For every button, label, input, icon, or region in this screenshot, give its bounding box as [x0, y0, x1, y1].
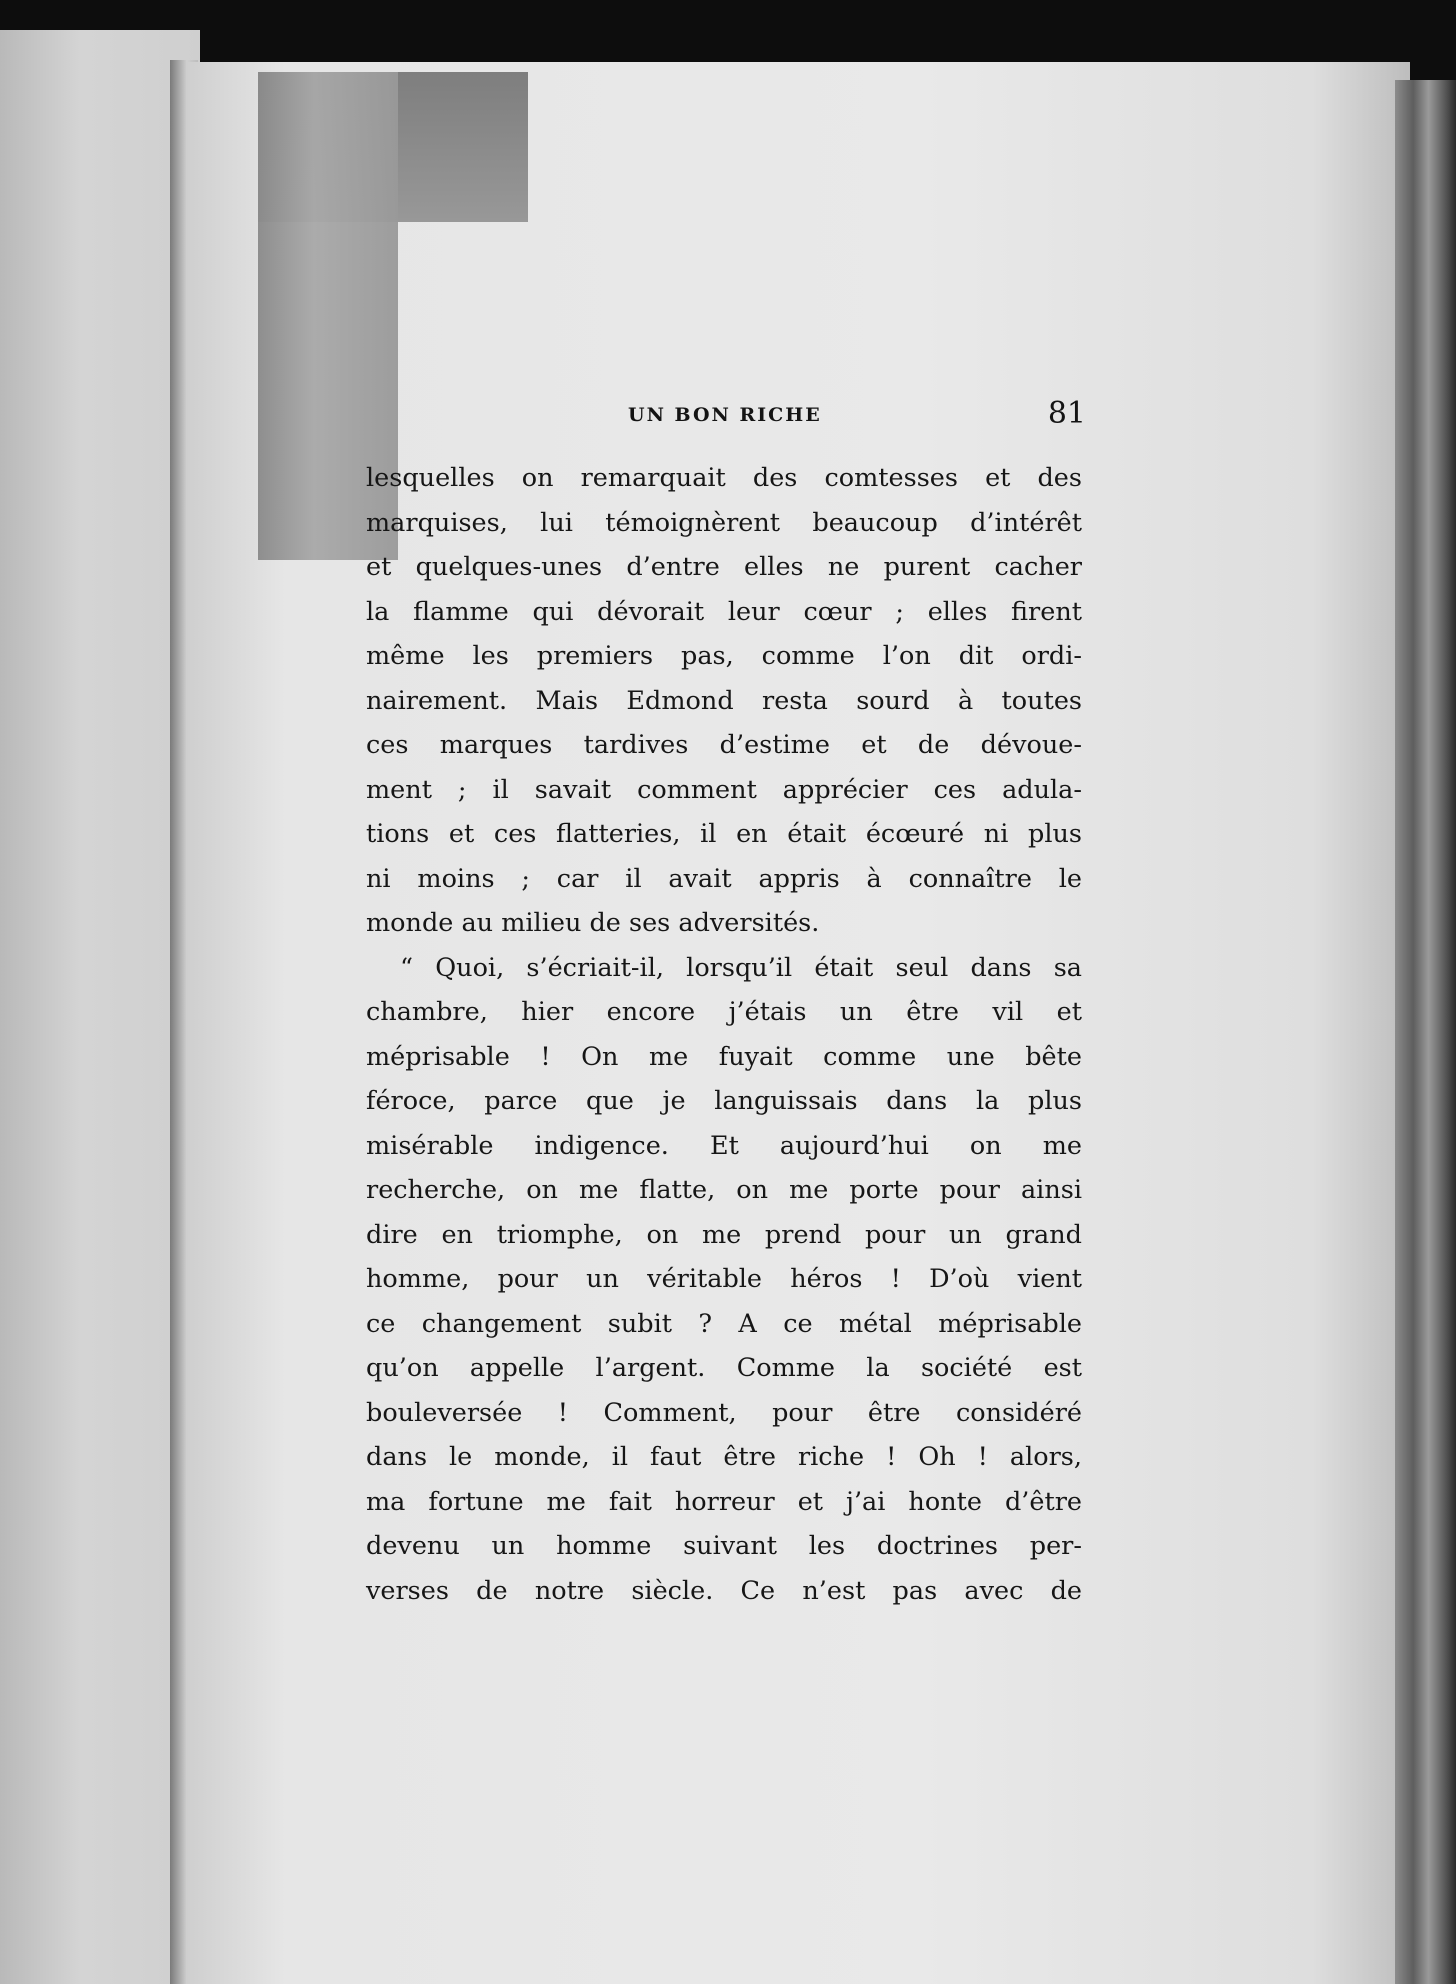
text-line: ment ; il savait comment apprécier ces adula- [366, 774, 1082, 805]
text-line: chambre, hier encore j’étais un être vil et [366, 997, 1082, 1027]
text-line: dans le monde, il faut être riche ! Oh ! alors, [366, 1442, 1082, 1472]
text-line: ma fortune me fait horreur et j’ai honte d’être [366, 1486, 1082, 1517]
text-line: féroce, parce que je languissais dans la plus [366, 1086, 1082, 1116]
text-line: nairement. Mais Edmond resta sourd à toutes [366, 685, 1082, 716]
text-line: ni moins ; car il avait appris à connaître le [366, 863, 1082, 894]
body-text [366, 456, 1082, 1613]
text-line: méprisable ! On me fuyait comme une bête [366, 1041, 1082, 1072]
text-line: bouleversée ! Comment, pour être considéré [366, 1397, 1082, 1428]
text-line: lesquelles on remarquait des comtesses et des [366, 463, 1082, 493]
text-line: misérable indigence. Et aujourd’hui on me [366, 1130, 1082, 1161]
text-line: marquises, lui témoignèrent beaucoup d’intérêt [366, 507, 1082, 538]
text-line: la flamme qui dévorait leur cœur ; elles firent [366, 596, 1082, 627]
text-line: ces marques tardives d’estime et de dévoue- [366, 730, 1082, 760]
text-line: dire en triomphe, on me prend pour un grand [366, 1219, 1082, 1250]
text-line: verses de notre siècle. Ce n’est pas avec de [366, 1575, 1082, 1606]
text-line: monde au milieu de ses adversités. [366, 908, 820, 938]
text-line: “ Quoi, s’écriait-il, lorsqu’il était seul dans sa [400, 952, 1082, 983]
right-page-edge [1395, 80, 1456, 1984]
running-head [380, 398, 1086, 442]
text-line: et quelques-unes d’entre elles ne purent cacher [366, 552, 1082, 582]
text-line: même les premiers pas, comme l’on dit ordi- [366, 641, 1082, 671]
text-line: tions et ces flatteries, il en était écœuré ni plus [366, 819, 1082, 849]
text-line: recherche, on me flatte, on me porte pour ainsi [366, 1175, 1082, 1205]
text-line: qu’on appelle l’argent. Comme la société est [366, 1353, 1082, 1383]
text-line: ce changement subit ? A ce métal méprisable [366, 1308, 1082, 1339]
text-line: homme, pour un véritable héros ! D’où vient [366, 1264, 1082, 1294]
text-line: devenu un homme suivant les doctrines per- [366, 1531, 1082, 1561]
page-number: 81 [1047, 396, 1086, 431]
running-title: UN BON RICHE [628, 404, 822, 426]
